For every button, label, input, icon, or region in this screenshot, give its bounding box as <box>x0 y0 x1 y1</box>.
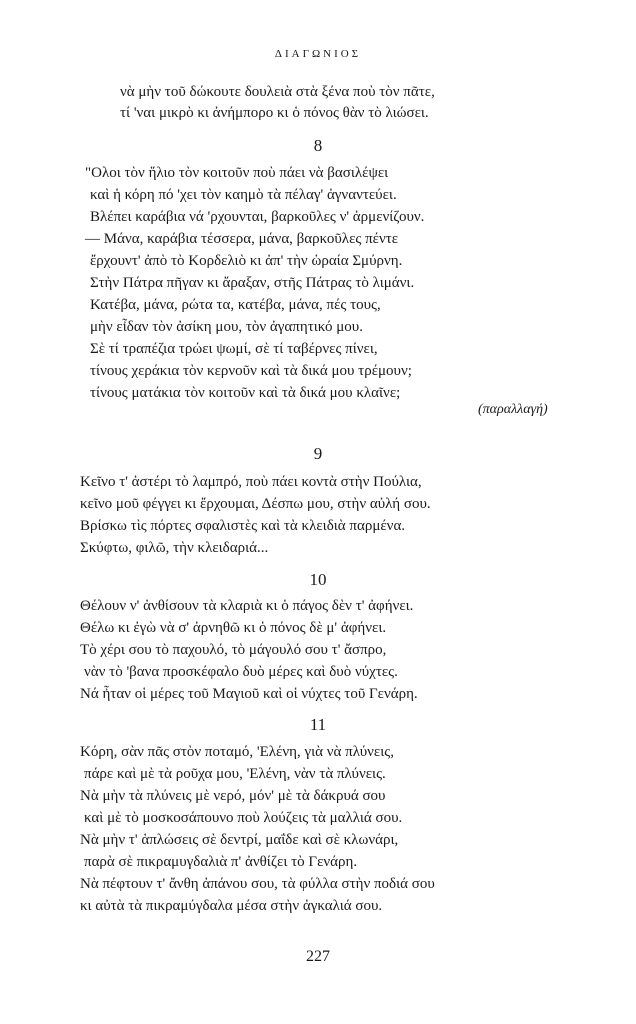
poem-line: Θέλουν ν' ἀνθίσουν τὰ κλαριὰ κι ὁ πάγος δὲν τ' ἀφήνει. <box>80 598 414 614</box>
poem-line: Τὸ χέρι σου τὸ παχουλό, τὸ μάγουλό σου τ' ἄσπρο, <box>80 642 387 658</box>
poem-line: Κόρη, σὰν πᾶς στὸν ποταμό, 'Ελένη, γιὰ νὰ πλύνεις, <box>80 744 394 760</box>
running-head: ΔΙΑΓΩΝΙΟΣ <box>274 48 362 60</box>
poem-line: "Ολοι τὸν ἥλιο τὸν κοιτοῦν ποὺ πάει νὰ βασιλέψει <box>85 165 389 181</box>
section-number: 11 <box>309 715 327 734</box>
poem-line: Σὲ τί τραπέζια τρώει ψωμί, σὲ τί ταβέρνες πίνει, <box>90 341 378 357</box>
poem-line: νὰν τὸ 'βανα προσκέφαλο δυὸ μέρες καὶ δυὸ νύχτες. <box>84 664 398 680</box>
poem-line: μὴν εἶδαν τὸν ἀσίκη μου, τὸν ἀγαπητικό μου. <box>90 319 363 335</box>
poem-line: Βλέπει καράβια νά 'ρχουνται, βαρκοῦλες ν' ἀρμενίζουν. <box>90 209 425 225</box>
poem-line: ἔρχουντ' ἀπὸ τὸ Κορδελιὸ κι ἀπ' τὴν ὡραία Σμύρνη. <box>90 253 403 269</box>
poem-line: καὶ μὲ τὸ μοσκοσάπουνο ποὺ λούζεις τὰ μαλλιά σου. <box>84 810 403 826</box>
poem-line: κι αὐτὰ τὰ πικραμύγδαλα μέσα στὴν ἀγκαλιά σου. <box>80 898 383 914</box>
poem-line: Στὴν Πάτρα πῆγαν κι ἄραξαν, στῆς Πάτρας τὸ λιμάνι. <box>90 275 415 291</box>
variant-note: (παραλλαγή) <box>478 402 548 417</box>
page-number: 227 <box>306 948 330 965</box>
poem-line: Νὰ μὴν τ' ἁπλώσεις σὲ δεντρί, μαΐδε καὶ σὲ κλωνάρι, <box>80 832 399 848</box>
poem-line: τί 'ναι μικρὸ κι ἀνήμπορο κι ὁ πόνος θὰν τὸ λιώσει. <box>120 105 429 121</box>
poem-line: Κεῖνο τ' ἀστέρι τὸ λαμπρό, ποὺ πάει κοντὰ στὴν Πούλια, <box>80 474 422 490</box>
poem-line: νὰ μὴν τοῦ δώκουτε δουλειὰ στὰ ξένα ποὺ τὸν πᾶτε, <box>120 84 435 100</box>
section-number: 8 <box>313 136 323 155</box>
poem-line: καὶ ἡ κόρη πό 'χει τὸν καημὸ τὰ πέλαγ' ἀγναντεύει. <box>90 187 397 203</box>
poem-line: Νὰ πέφτουν τ' ἄνθη ἀπάνου σου, τὰ φύλλα στὴν ποδιά σου <box>80 876 435 892</box>
poem-line: πάρε καὶ μὲ τὰ ροῦχα μου, 'Ελένη, νὰν τὰ πλύνεις. <box>84 766 386 782</box>
poem-line: τίνους χεράκια τὸν κερνοῦν καὶ τὰ δικά μου τρέμουν; <box>90 363 412 379</box>
poem-line: τίνους ματάκια τὸν κοιτοῦν καὶ τὰ δικά μου κλαῖνε; <box>90 385 401 401</box>
section-number: 10 <box>309 570 327 589</box>
poem-line: Νὰ μὴν τὰ πλύνεις μὲ νερό, μόν' μὲ τὰ δάκρυά σου <box>80 788 386 804</box>
poem-line: Βρίσκω τὶς πόρτες σφαλιστὲς καὶ τὰ κλειδιὰ παρμένα. <box>80 518 406 534</box>
poem-line: παρὰ σὲ πικραμυγδαλιὰ π' ἀνθίζει τὸ Γενάρη. <box>84 854 358 870</box>
poem-line: κεῖνο μοῦ φέγγει κι ἔρχουμαι, Δέσπω μου, στὴν αὐλή σου. <box>80 496 431 512</box>
poem-line: Σκύφτω, φιλῶ, τὴν κλειδαριά... <box>80 540 269 556</box>
section-number: 9 <box>313 444 323 463</box>
poem-line: Νά ἦταν οἱ μέρες τοῦ Μαγιοῦ καὶ οἱ νύχτες τοῦ Γενάρη. <box>80 686 418 702</box>
poem-line: — Μάνα, καράβια τέσσερα, μάνα, βαρκοῦλες πέντε <box>85 231 399 247</box>
poem-line: Θέλω κι ἐγὼ νὰ σ' ἀρνηθῶ κι ὁ πόνος δὲ μ' ἀφήνει. <box>80 620 387 636</box>
poem-line: Κατέβα, μάνα, ρώτα τα, κατέβα, μάνα, πές τους, <box>90 297 381 313</box>
